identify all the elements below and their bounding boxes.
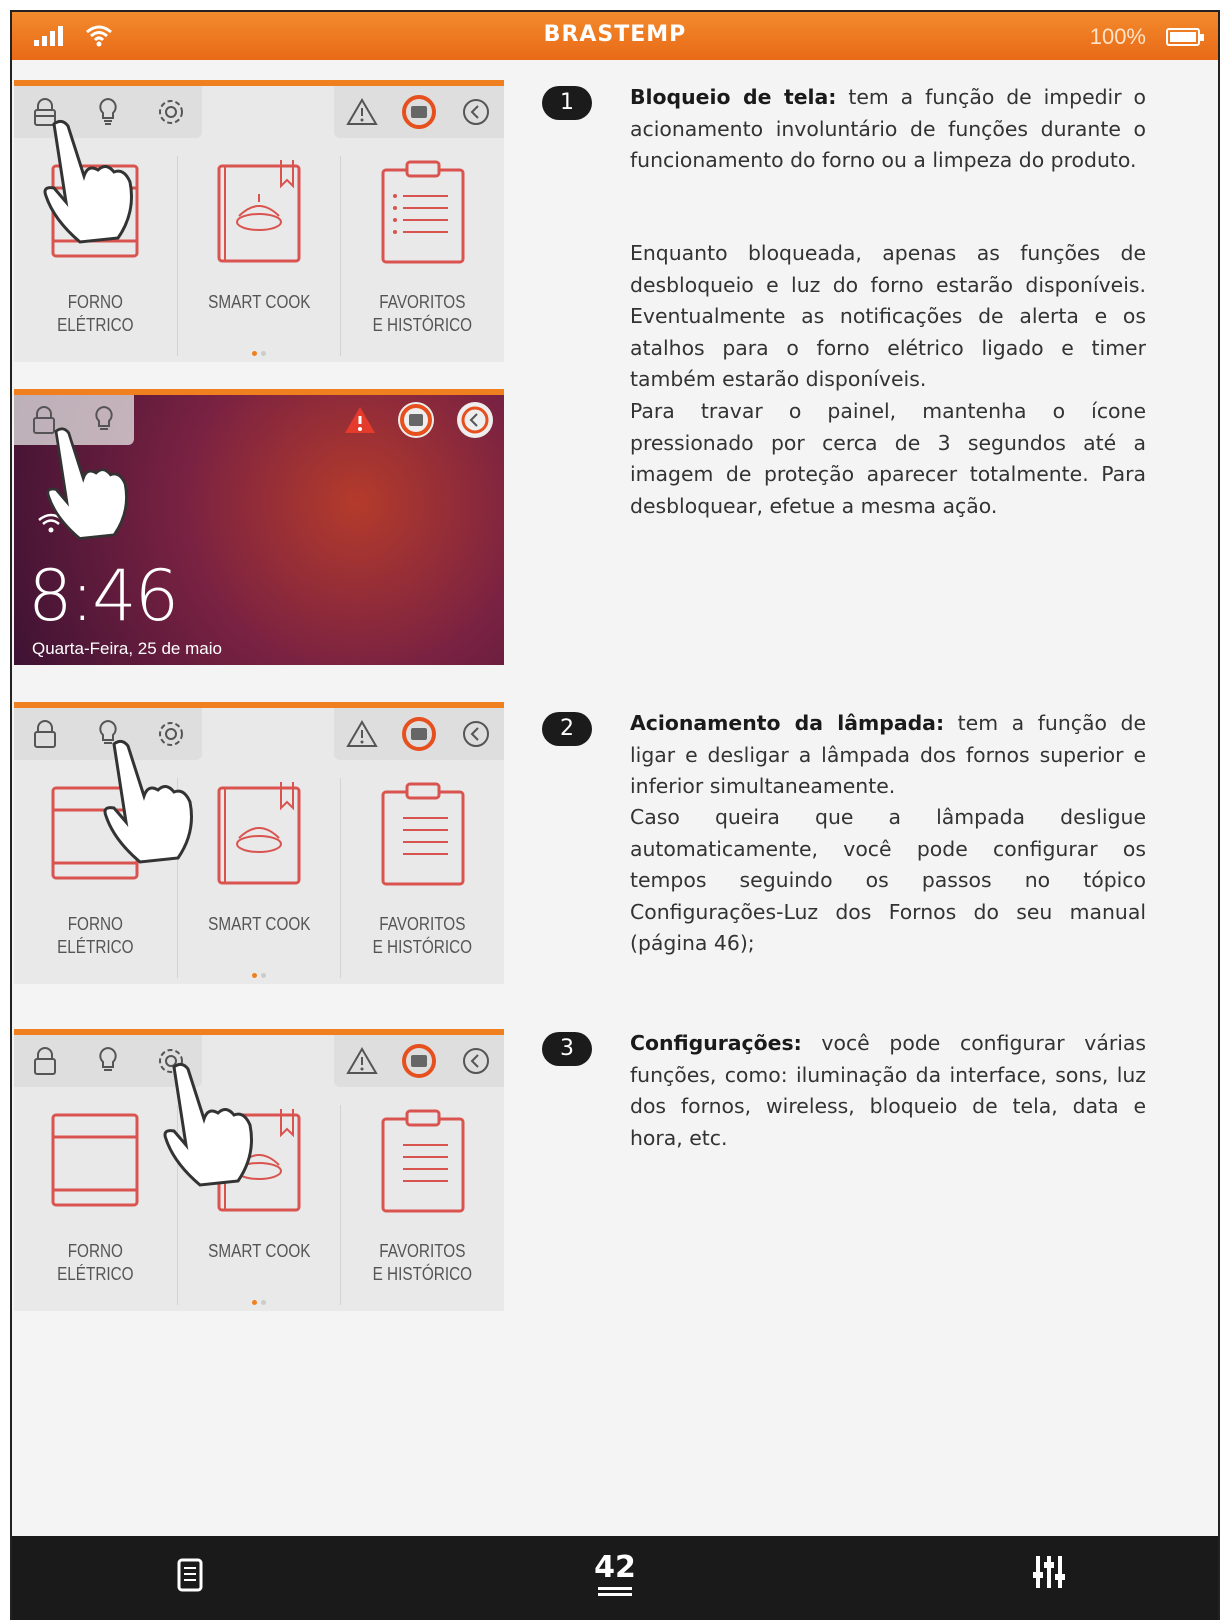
battery-percent: 100% <box>1089 24 1146 49</box>
gear-icon <box>155 96 187 128</box>
lock-icon <box>31 719 59 749</box>
bulb-icon <box>96 96 120 128</box>
card-forno-eletrico[interactable] <box>14 1105 178 1305</box>
card-label: SMART COOK <box>207 914 311 934</box>
settings-button[interactable] <box>151 714 191 754</box>
alert-icon[interactable] <box>343 404 377 436</box>
alert-icon <box>346 97 378 127</box>
timer-button[interactable] <box>399 714 439 754</box>
lock-button[interactable] <box>25 714 65 754</box>
light-button[interactable] <box>88 92 128 132</box>
gear-icon <box>155 718 187 750</box>
recipe-book-icon <box>209 156 309 266</box>
card-label: FORNO ELÉTRICO <box>57 292 134 335</box>
settings-button[interactable] <box>151 1041 191 1081</box>
bulb-icon <box>96 718 120 750</box>
timer-icon <box>401 716 437 752</box>
page-indicator <box>252 351 266 356</box>
clipboard-icon <box>373 156 473 266</box>
lock-screen-panel <box>14 389 504 665</box>
lock-button[interactable] <box>25 1041 65 1081</box>
card-label: FAVORITOS E HISTÓRICO <box>372 292 473 335</box>
page-number: 42 <box>12 1550 1218 1590</box>
item-bloqueio <box>544 86 1144 556</box>
alert-button[interactable] <box>342 1041 382 1081</box>
brand-logo: BRASTEMP <box>543 22 687 47</box>
back-button[interactable] <box>456 714 496 754</box>
bulb-icon <box>92 404 116 436</box>
bulb-icon <box>96 1045 120 1077</box>
card-smart-cook[interactable] <box>178 156 342 356</box>
back-icon <box>461 719 491 749</box>
item-paragraph: Para travar o painel, mantenha o ícone pressionado por cerca de 3 segundos até a imagem de proteção aparecer totalmente. Para desbloquear, efetue a mesma ação. <box>630 399 1146 518</box>
card-label: SMART COOK <box>207 1241 311 1261</box>
item-paragraph: Acionamento da lâmpada: tem a função de ligar e desligar a lâmpada dos fornos superior e inferior simultaneamente. <box>630 711 1146 799</box>
item-title: Bloqueio de tela: <box>630 85 837 109</box>
card-forno-eletrico[interactable] <box>14 778 178 978</box>
timer-icon[interactable] <box>396 400 436 440</box>
page-indicator <box>252 973 266 978</box>
page-indicator <box>252 1300 266 1305</box>
page-frame <box>10 10 1220 1620</box>
timer-icon <box>401 94 437 130</box>
back-icon[interactable] <box>455 400 495 440</box>
clipboard-icon <box>373 1105 473 1215</box>
recipe-book-icon <box>209 778 309 888</box>
home-panel-light <box>14 702 504 984</box>
clock-time: 8:46 <box>28 555 178 637</box>
oven-icon <box>45 778 145 888</box>
home-panel-lock <box>14 80 504 362</box>
timer-button[interactable] <box>399 1041 439 1081</box>
card-smart-cook[interactable] <box>178 778 342 978</box>
sliders-icon[interactable] <box>1032 1554 1066 1590</box>
step-number: 2 <box>542 712 592 746</box>
card-favoritos[interactable] <box>341 156 504 356</box>
card-label: FORNO ELÉTRICO <box>57 914 134 957</box>
card-label: FAVORITOS E HISTÓRICO <box>372 1241 473 1284</box>
oven-icon <box>45 1105 145 1215</box>
item-configuracoes <box>544 1032 1144 1172</box>
item-paragraph: Bloqueio de tela: tem a função de impedir o acionamento involuntário de funções durante o funcionamento do forno ou a limpeza do produto. <box>630 85 1146 173</box>
oven-icon <box>45 156 145 266</box>
card-label: FAVORITOS E HISTÓRICO <box>372 914 473 957</box>
home-panel-settings <box>14 1029 504 1311</box>
back-icon <box>461 97 491 127</box>
clock-date: Quarta-Feira, 25 de maio <box>32 639 222 658</box>
light-button[interactable] <box>88 1041 128 1081</box>
card-label: SMART COOK <box>207 292 311 312</box>
lock-icon <box>31 97 59 127</box>
item-title: Configurações: <box>630 1031 802 1055</box>
item-title: Acionamento da lâmpada: <box>630 711 945 735</box>
alert-button[interactable] <box>342 714 382 754</box>
card-label: FORNO ELÉTRICO <box>57 1241 134 1284</box>
gear-icon <box>155 1045 187 1077</box>
lock-button[interactable] <box>24 400 64 440</box>
clipboard-icon <box>373 778 473 888</box>
wifi-icon <box>36 510 66 534</box>
item-paragraph: Caso queira que a lâmpada desligue automaticamente, você pode configurar os tempos seguindo os passos no tópico Configurações-Luz dos Fornos do seu manual (página 46); <box>630 805 1146 956</box>
item-lampada <box>544 712 1144 972</box>
battery-icon <box>1166 28 1200 46</box>
alert-icon <box>346 1046 378 1076</box>
recipe-book-icon <box>209 1105 309 1215</box>
lock-button[interactable] <box>25 92 65 132</box>
card-smart-cook[interactable] <box>178 1105 342 1305</box>
lock-icon <box>30 405 58 435</box>
lock-icon <box>31 1046 59 1076</box>
status-bar <box>12 12 1218 60</box>
timer-icon <box>401 1043 437 1079</box>
back-button[interactable] <box>456 1041 496 1081</box>
item-paragraph: Enquanto bloqueada, apenas as funções de desbloqueio e luz do forno estarão disponíveis. Eventualmente as notificações de alerta e os atalhos para o forno elétrico ligado e timer também estarão disponíveis. <box>630 241 1146 392</box>
light-button[interactable] <box>88 714 128 754</box>
step-number: 1 <box>542 86 592 120</box>
bottom-bar <box>12 1536 1218 1620</box>
card-favoritos[interactable] <box>341 778 504 978</box>
card-forno-eletrico[interactable] <box>14 156 178 356</box>
timer-button[interactable] <box>399 92 439 132</box>
back-icon <box>461 1046 491 1076</box>
step-number: 3 <box>542 1032 592 1066</box>
back-button[interactable] <box>456 92 496 132</box>
alert-button[interactable] <box>342 92 382 132</box>
item-paragraph: Configurações: você pode configurar várias funções, como: iluminação da interface, sons, luz dos fornos, wireless, bloqueio de tela, data e hora, etc. <box>630 1031 1146 1150</box>
light-button[interactable] <box>84 400 124 440</box>
card-favoritos[interactable] <box>341 1105 504 1305</box>
settings-button[interactable] <box>151 92 191 132</box>
alert-icon <box>346 719 378 749</box>
